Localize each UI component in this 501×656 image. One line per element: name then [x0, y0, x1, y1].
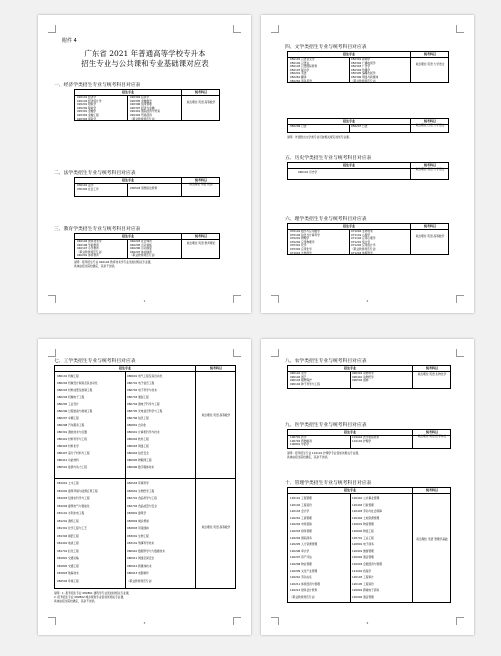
- major-list: [290, 58, 317, 83]
- table-row: 120105 工程造价: [352, 581, 374, 586]
- table-row: 050262 商务英语: [290, 78, 312, 83]
- table-row: 120101 工程管理: [290, 496, 312, 500]
- header-subject: 统考科目: [423, 119, 436, 123]
- table-row: 080412 功能材料: [57, 458, 79, 462]
- table-row: （职业教育师范专业）: [351, 246, 378, 251]
- table-row: 082502 环境工程: [57, 578, 79, 583]
- table-row: 071101 心理学: [351, 232, 371, 237]
- table-row: 071002 生物技术: [351, 229, 373, 233]
- table-row: 082701 食品科学与工程: [127, 496, 157, 500]
- table-row: 030302 社会工作: [77, 186, 99, 191]
- table-row: 050305 编辑出版学: [351, 71, 376, 76]
- page-number: 3: [143, 621, 146, 625]
- annex-label: 附件 4: [62, 38, 77, 44]
- table-row: 082802 城乡规划: [127, 518, 149, 523]
- table-row: 070102 信息与计算科学: [290, 232, 320, 237]
- major-list: [351, 58, 378, 83]
- table-row: 082803 风景园林: [127, 526, 149, 530]
- table-row: 030101 法学: [77, 183, 94, 187]
- header-subject: 统考科目: [425, 366, 438, 370]
- header-subject: 统考科目: [194, 90, 207, 94]
- page-title-line-1: 广东省 2021 年普通高等学校专升本: [84, 49, 206, 58]
- subject-list: 政治理论 英语 高等数学: [201, 413, 231, 417]
- major-list: [130, 96, 160, 121]
- table-row: 070101 数学与应用数学: [290, 229, 320, 233]
- table-row: 070201 物理学: [290, 236, 310, 241]
- table-row: 040203 社会体育: [130, 239, 152, 243]
- table-row: 082801 建筑学: [127, 511, 147, 515]
- table-row: 020304 投资学: [130, 95, 150, 99]
- document-page-3: [38, 339, 251, 635]
- section-heading-management: 十、管理学类招生专业与统考科目对应表: [285, 481, 372, 486]
- table-row: 081002 建筑环境与能源应用工程: [57, 488, 98, 493]
- table-row: 101001 医学检验技术: [352, 435, 380, 439]
- document-page-4: [261, 339, 474, 635]
- engineering-table: [54, 365, 236, 589]
- table-row: 071202 应用统计学: [351, 243, 376, 248]
- subject-list: 政治理论 英语 管理学基础: [416, 537, 448, 541]
- header-subject: 统考科目: [423, 163, 436, 167]
- table-row: 090401 动物医学: [352, 374, 374, 379]
- table-row: 080706 信息工程: [127, 416, 149, 420]
- major-list: [290, 495, 320, 601]
- medicine-table: [287, 429, 451, 449]
- note-line: 说明：外国语言文学类专业可按相关规定加试专业课。: [287, 135, 352, 139]
- table-row: 081201 测绘工程: [57, 518, 79, 523]
- table-row: 120701 工业工程: [352, 535, 374, 540]
- page-number: 2: [366, 299, 369, 303]
- literature-table: [287, 51, 449, 83]
- table-row: 050102 汉语言: [290, 60, 310, 65]
- note-line: 具体由招生院校确定，其余不加试。: [287, 455, 330, 459]
- table-row: 081101 水利水电工程: [57, 511, 85, 515]
- section-heading-history: 五、历史学类招生专业与统考科目对应表: [285, 156, 372, 161]
- table-row: 070302 应用化学: [290, 246, 312, 251]
- table-row: 081302 制药工程: [57, 533, 79, 538]
- table-row: 081802 交通工程: [57, 563, 79, 568]
- header-major: 招生专业: [121, 90, 134, 94]
- table-row: 080501 能源与动力工程: [57, 465, 87, 469]
- table-row: （职业教育师范专业）: [290, 594, 317, 599]
- table-row: 120208 物业管理: [290, 561, 312, 566]
- table-row: 040207 休闲体育: [130, 249, 152, 254]
- header-major: 招生专业: [343, 488, 356, 492]
- table-row: 083001 生物工程: [127, 533, 149, 538]
- table-row: 120902 酒店管理: [352, 555, 374, 560]
- header-subject: 统考科目: [209, 366, 222, 370]
- management-table: [287, 487, 451, 603]
- page-number: 1: [143, 299, 146, 303]
- table-row: 030503 思想政治教育: [130, 186, 158, 190]
- table-row: （职业教育师范专业）: [127, 578, 154, 583]
- header-major: 招生专业: [342, 52, 355, 56]
- table-row: 080202 机械设计制造及其自动化: [57, 381, 98, 385]
- crop-mark: [233, 349, 241, 357]
- table-row: 080702 电子科学与技术: [127, 388, 157, 392]
- table-row: 121001 档案学: [352, 568, 372, 573]
- header-major: 招生专业: [342, 163, 355, 167]
- table-row: 071001 生物科学: [290, 250, 312, 255]
- section-heading-engineering: 七、工学类招生专业与统考科目对应表: [54, 359, 136, 364]
- document-page-1: [38, 15, 251, 313]
- table-row: 120210 劳动关系: [290, 575, 312, 580]
- crop-mark: [271, 349, 279, 357]
- section-heading-agriculture: 八、农学类招生专业与统考科目对应表: [285, 359, 367, 364]
- table-row: 071203 地理科学: [351, 250, 373, 255]
- table-row: 081301 化学工程与工艺: [57, 526, 87, 530]
- document-page-2: [261, 15, 474, 313]
- table-row: （职业教育师范专业）: [77, 249, 104, 254]
- table-row: 020305 金融数学: [130, 98, 152, 103]
- table-row: 050103 汉语国际教育: [290, 64, 318, 69]
- section-heading-science: 六、理学类招生专业与统考科目对应表: [285, 217, 367, 222]
- table-row: 040201 体育教育: [77, 253, 99, 258]
- major-list: [130, 240, 157, 258]
- note-line: 说明：报考招生专业 040104 教育技术学专业需加试相关专业课，: [74, 260, 154, 264]
- table-row: 080401 材料科学与工程: [57, 437, 87, 441]
- table-row: 020302 金融工程: [77, 112, 99, 117]
- table-row: 080902 软件工程: [127, 437, 149, 441]
- table-row: 120103 会计学: [290, 509, 310, 514]
- table-row: 080601 电气工程及其自动化: [127, 374, 163, 378]
- table-row: 080207 车辆工程: [57, 416, 79, 420]
- table-row: 080101 机械工程: [57, 374, 79, 378]
- table-row: 120404 土地资源管理: [352, 515, 380, 520]
- crop-mark: [271, 25, 279, 33]
- table-row: 050209 日语: [290, 124, 307, 128]
- major-list: [57, 480, 98, 585]
- table-row: 050207 日语: [351, 124, 368, 128]
- table-row: 020307 经济与金融: [130, 105, 155, 110]
- note-line: 说明：报考招生专业 101101 护理学专业需加试相关专业课，: [287, 451, 361, 455]
- table-row: 080910 数据科学与大数据技术: [127, 548, 165, 553]
- table-row: 071102 应用心理学: [351, 236, 376, 241]
- table-row: 120901 旅游管理: [352, 548, 374, 553]
- major-list: [127, 373, 162, 471]
- table-row: 020101 经济学: [77, 95, 97, 99]
- table-row: 050201 英语: [290, 71, 307, 76]
- table-row: 080905 物联网工程: [127, 458, 152, 462]
- table-row: 050107 秘书学: [290, 67, 310, 72]
- table-row: 080705 光电信息科学与工程: [127, 409, 163, 413]
- section-heading-economics: 一、经济学类招生专业与统考科目对应表: [54, 83, 141, 88]
- note-line: 具体由招生院校确定，其余不加试。: [74, 264, 117, 268]
- table-row: 080703 通信工程: [127, 395, 149, 399]
- subject-list: 政治理论 英语 大学语文: [415, 167, 445, 171]
- table-row: 120204 国际商务: [290, 535, 312, 540]
- table-row: 080912 新媒体技术: [127, 563, 152, 568]
- subject-list: 政治理论 英语 大学语文: [415, 62, 445, 66]
- header-subject: 统考科目: [425, 488, 438, 492]
- table-row: 080911 网络空间安全: [127, 556, 155, 560]
- table-row: 081803 航海技术: [57, 571, 79, 575]
- section-heading-literature: 四、文学类招生专业与统考科目对应表: [285, 45, 367, 50]
- table-row: 080205 工业设计: [57, 402, 79, 406]
- header-major: 招生专业: [121, 234, 134, 238]
- table-row: 081003 给排水科学与工程: [57, 496, 90, 500]
- table-row: 082503 环境科学: [127, 481, 149, 485]
- table-row: 080904 信息安全: [127, 451, 149, 455]
- table-row: 083101 刑事科学技术: [127, 541, 155, 545]
- economics-table: [74, 89, 220, 121]
- table-row: 020201 财政学: [77, 102, 97, 107]
- table-row: 120202 市场营销: [290, 522, 312, 527]
- table-row: 120209 文化产业管理: [290, 568, 318, 573]
- header-major: 招生专业: [121, 178, 134, 182]
- table-row: 081004 建筑电气与智能化: [57, 503, 90, 508]
- table-row: 020303 保险学: [77, 116, 97, 121]
- subject-list: 政治理论 英语 生物化学: [417, 372, 447, 376]
- table-row: 120211 体育经济与管理: [290, 581, 320, 586]
- header-subject: 统考科目: [194, 178, 207, 182]
- section-heading-law: 二、法学类招生专业与统考科目对应表: [54, 171, 136, 176]
- table-row: 050101 汉语言文学: [290, 57, 315, 61]
- major-list: [77, 96, 102, 121]
- header-subject: 统考科目: [425, 430, 438, 434]
- table-row: 090104 种子科学与工程: [290, 381, 320, 386]
- header-subject: 统考科目: [423, 52, 436, 56]
- table-row: 070301 化学: [290, 243, 307, 248]
- table-row: 080704 微电子科学与工程: [127, 402, 160, 406]
- table-row: （职业教育师范专业）: [130, 253, 157, 258]
- page-number: 4: [366, 621, 369, 625]
- table-row: 080906 数字媒体技术: [127, 465, 155, 469]
- table-row: 120205 人力资源管理: [290, 542, 318, 547]
- section-heading-education: 三、教育学类招生专业与统考科目对应表: [54, 227, 141, 232]
- education-table: [74, 233, 220, 259]
- crop-mark: [48, 349, 56, 357]
- table-row: 070202 应用物理学: [290, 239, 315, 244]
- major-list: [57, 373, 98, 471]
- table-row: 120601 物流管理: [352, 522, 374, 527]
- subject-list: 政治理论 英语 高等数学: [415, 234, 445, 238]
- header-subject: 统考科目: [194, 234, 207, 238]
- table-row: 080301 测控技术与仪器: [57, 430, 87, 434]
- major-list: [127, 480, 165, 585]
- major-list: [352, 372, 374, 383]
- table-row: 090103 植物保护: [290, 378, 312, 383]
- table-row: 080203 材料成型及控制工程: [57, 388, 93, 392]
- major-list: [290, 125, 307, 129]
- table-row: 090101 农学: [290, 371, 307, 375]
- subject-list: 政治理论 英语 民法: [189, 182, 213, 186]
- header-major: 招生专业: [342, 224, 355, 228]
- table-row: 120602 物流工程: [352, 528, 374, 533]
- law-table: [74, 177, 220, 197]
- table-row: 050304 传播学: [351, 67, 371, 72]
- table-row: 100801 中药学: [290, 442, 310, 447]
- table-row: 040205 运动训练: [130, 242, 152, 247]
- header-major: 招生专业: [342, 119, 355, 123]
- table-row: 080206 过程装备与控制工程: [57, 409, 93, 413]
- header-major: 招生专业: [343, 366, 356, 370]
- table-row: 120206 审计学: [290, 548, 310, 553]
- major-list: [290, 436, 312, 447]
- major-list: [290, 230, 320, 255]
- table-row: 120403 劳动与社会保障: [352, 509, 382, 514]
- subject-list: 政治理论 日语 大学语文: [415, 123, 445, 127]
- table-row: 050301 新闻学: [351, 57, 371, 61]
- table-row: 080701 电子信息工程: [127, 381, 155, 385]
- crop-mark: [233, 25, 241, 33]
- table-row: 050306 网络与新媒体: [351, 74, 379, 79]
- table-row: 080903 网络工程: [127, 444, 149, 448]
- table-row: 082601 生物医学工程: [127, 488, 155, 493]
- table-row: 020402 贸易经济: [130, 112, 152, 117]
- table-row: 080208 汽车服务工程: [57, 423, 85, 427]
- major-list: [352, 436, 379, 443]
- history-table: [287, 162, 449, 180]
- subject-list: 政治理论 英语 高等数学: [201, 525, 231, 529]
- table-row: 120207 资产评估: [290, 555, 312, 560]
- major-list: [77, 184, 99, 191]
- header-major: 招生专业: [118, 366, 131, 370]
- table-row: 090301 动物科学: [352, 371, 374, 375]
- table-row: 081701 轻化工程: [57, 548, 79, 553]
- table-row: 040106 学前教育: [77, 242, 99, 247]
- table-row: 120402 行政管理: [352, 502, 374, 507]
- page-title-line-2: 招生专业与公共课和专业基础课对应表: [81, 59, 209, 68]
- table-row: 120801 电子商务: [352, 542, 374, 547]
- table-row: 020202 税收学: [77, 105, 97, 110]
- agriculture-table: [287, 365, 451, 389]
- header-major: 招生专业: [343, 430, 356, 434]
- subject-list: 政治理论 英语 高等数学: [186, 100, 216, 104]
- table-row: 020301 金融学: [77, 109, 97, 114]
- subject-list: 政治理论 英语 医学综合: [417, 434, 447, 438]
- table-row: 100702 药物制剂: [290, 438, 312, 443]
- note-line: 说明：1. 报考招生专业 082801 建筑学专业需加试相关专业课，: [54, 591, 132, 595]
- table-row: 081401 地质工程: [57, 541, 79, 545]
- crop-mark: [456, 349, 464, 357]
- table-row: 100701 药学: [290, 435, 307, 439]
- table-row: 020401 国际经济与贸易: [130, 109, 160, 114]
- table-row: 040107 小学教育: [77, 246, 99, 251]
- table-row: 120103 工程审计: [352, 575, 374, 580]
- table-row: 120903 会展经济与管理: [352, 561, 382, 566]
- table-row: 020306 信用管理: [130, 102, 152, 107]
- major-list: [351, 230, 378, 255]
- table-row: 120102 工程造价: [290, 502, 312, 507]
- science-table: [287, 223, 449, 255]
- crop-mark: [456, 25, 464, 33]
- table-row: 120203 财务管理: [290, 528, 312, 533]
- table-row: 080913 电影制作: [127, 571, 149, 575]
- table-row: 060101 历史学: [298, 170, 318, 174]
- table-row: 082702 食品质量与安全: [127, 503, 157, 508]
- table-row: 120401 公共事业管理: [352, 496, 380, 500]
- table-row: 050261 翻译: [290, 74, 307, 79]
- note-line: 具体由招生院校确定，其余不加试。: [54, 599, 97, 603]
- table-row: 120801 跨境电子商务: [352, 588, 380, 593]
- section-heading-medicine: 九、医学类招生专业与统考科目对应表: [285, 423, 367, 428]
- table-row: 080204 机械电子工程: [57, 395, 85, 399]
- table-row: 090502 园林: [352, 378, 369, 383]
- table-row: 080801 自动化: [127, 423, 147, 427]
- header-subject: 统考科目: [423, 224, 436, 228]
- table-row: 080407 高分子材料与工程: [57, 451, 90, 455]
- table-row: 050303 广告学: [351, 64, 371, 69]
- table-row: 120201 工商管理: [290, 515, 312, 520]
- table-row: 120902 酒店管理: [352, 594, 374, 599]
- major-list: [77, 240, 104, 258]
- table-row: 081001 土木工程: [57, 481, 79, 485]
- table-row: 081801 交通运输: [57, 556, 79, 560]
- crop-mark: [48, 25, 56, 33]
- table-row: 120212 财务会计教育: [290, 588, 318, 593]
- table-row: 040104 教育技术学: [77, 239, 102, 243]
- major-list: [290, 372, 320, 386]
- table-row: 080403 材料化学: [57, 444, 79, 448]
- major-list: [352, 495, 382, 601]
- subject-list: 政治理论 英语 教育理论: [186, 241, 216, 245]
- table-row: 071201 统计学: [351, 239, 371, 244]
- table-row: 101101 护理学: [352, 438, 372, 443]
- note-line: 2. 报考招生专业 082802 城乡规划专业需加试相关专业课，: [54, 595, 126, 599]
- table-row: 020102 经济统计学: [77, 98, 102, 103]
- table-row: 090102 园艺: [290, 374, 307, 379]
- table-row: （职业教育师范专业）: [130, 116, 157, 121]
- japanese-table: [287, 118, 449, 133]
- table-row: 040206 运动康复: [130, 246, 152, 251]
- major-list: [351, 125, 368, 129]
- table-row: 080901 计算机科学与技术: [127, 430, 160, 434]
- table-row: （职业教育师范专业）: [351, 78, 378, 83]
- major-list: [130, 187, 157, 191]
- table-row: 050302 广播电视学: [351, 60, 376, 65]
- major-list: [298, 171, 317, 175]
